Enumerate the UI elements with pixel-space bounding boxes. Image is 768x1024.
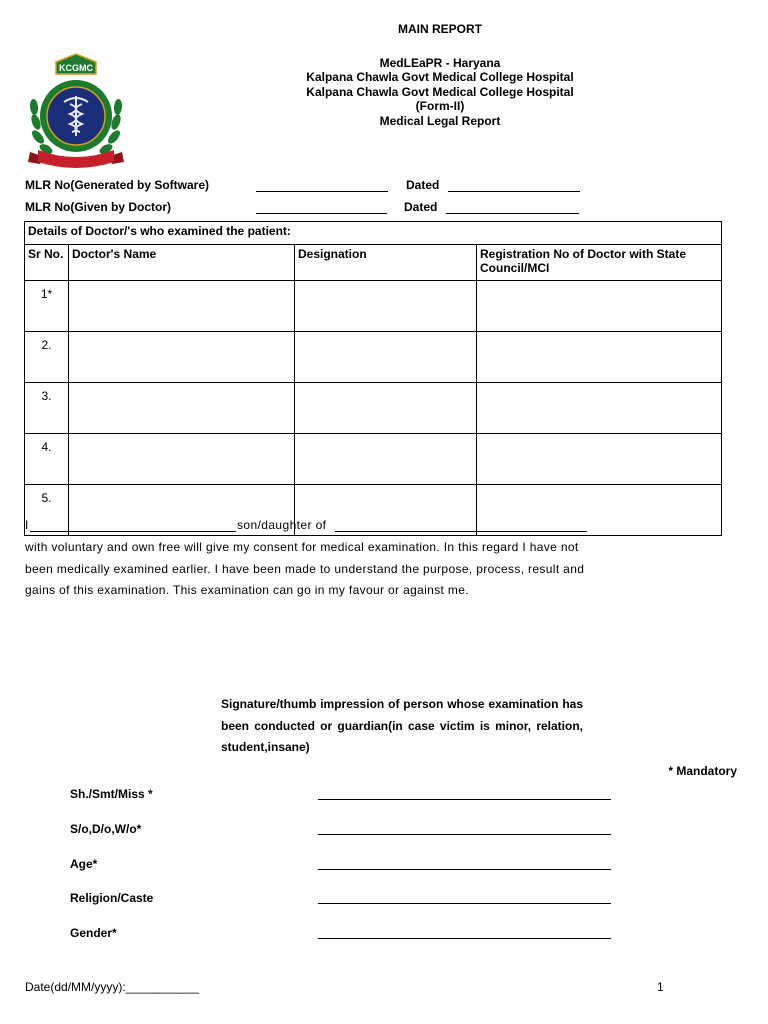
column-header-sr-no: Sr No. <box>25 245 69 281</box>
field-input-relation[interactable] <box>318 834 611 835</box>
mlr-generated-dated-label: Dated <box>406 178 440 192</box>
mlr-given-field[interactable] <box>256 200 387 214</box>
mandatory-note: * Mandatory <box>668 764 737 778</box>
consent-relation-label: son/daughter of <box>237 518 327 532</box>
table-row <box>25 332 722 383</box>
consent-name-field[interactable] <box>30 518 236 532</box>
row-sr-no: 2. <box>25 332 69 383</box>
registration-no-cell[interactable] <box>477 434 722 485</box>
column-header-designation: Designation <box>295 245 477 281</box>
mlr-generated-field[interactable] <box>256 178 388 192</box>
table-row <box>25 434 722 485</box>
row-sr-no: 1* <box>25 281 69 332</box>
logo-text: KCGMC <box>59 63 93 73</box>
designation-cell[interactable] <box>295 332 477 383</box>
designation-cell[interactable] <box>295 383 477 434</box>
table-row <box>25 281 722 332</box>
signature-instructions: Signature/thumb impression of person whose examination has been conducted or guardian(in case victim is minor, relation, student,insane) <box>221 697 583 755</box>
field-input-gender[interactable] <box>318 938 611 939</box>
consent-text: with voluntary and own free will give my consent for medical examination. In this regard I have not been medically examined earlier. I have been made to understand the purpose, process, result and gains of this examination. This examination can go in my favour or against me. <box>25 540 585 598</box>
registration-no-cell[interactable] <box>477 281 722 332</box>
table-row <box>25 383 722 434</box>
field-input-name[interactable] <box>318 799 611 800</box>
row-sr-no: 3. <box>25 383 69 434</box>
field-label-name: Sh./Smt/Miss * <box>70 787 153 801</box>
kcgmc-logo <box>26 52 126 174</box>
hospital-name-repeat: Kalpana Chawla Govt Medical College Hospital <box>306 84 574 99</box>
row-sr-no: 4. <box>25 434 69 485</box>
field-label-age: Age* <box>70 857 98 871</box>
mlr-given-date-field[interactable] <box>446 200 579 214</box>
doctor-name-cell[interactable] <box>69 281 295 332</box>
footer-date-label: Date(dd/MM/yyyy):___________ <box>25 980 200 994</box>
mlr-given-dated-label: Dated <box>404 200 438 214</box>
doctor-name-cell[interactable] <box>69 332 295 383</box>
mlr-generated-date-field[interactable] <box>448 178 580 192</box>
field-label-relation: S/o,D/o,W/o* <box>70 822 142 836</box>
mlr-given-label: MLR No(Given by Doctor) <box>25 200 171 214</box>
consent-i-label: I <box>25 518 29 532</box>
field-input-religion[interactable] <box>318 903 611 904</box>
registration-no-cell[interactable] <box>477 383 722 434</box>
form-number: (Form-II) <box>415 99 465 113</box>
report-header <box>250 22 630 128</box>
field-input-age[interactable] <box>318 869 611 870</box>
hospital-name: Kalpana Chawla Govt Medical College Hospital <box>306 70 574 84</box>
page-number: 1 <box>657 980 664 994</box>
row-sr-no: 5. <box>25 485 69 536</box>
report-type: MAIN REPORT <box>398 22 482 36</box>
doctors-table-caption: Details of Doctor/'s who examined the patient: <box>25 222 722 245</box>
column-header-doctor-name: Doctor's Name <box>69 245 295 281</box>
report-title: Medical Legal Report <box>379 113 501 128</box>
doctor-name-cell[interactable] <box>69 434 295 485</box>
logo-emblem <box>26 52 126 174</box>
registration-no-cell[interactable] <box>477 332 722 383</box>
designation-cell[interactable] <box>295 281 477 332</box>
doctors-table <box>24 221 722 536</box>
doctor-name-cell[interactable] <box>69 383 295 434</box>
consent-guardian-field[interactable] <box>335 518 587 532</box>
system-name: MedLEaPR - Haryana <box>379 55 501 70</box>
designation-cell[interactable] <box>295 434 477 485</box>
mlr-generated-label: MLR No(Generated by Software) <box>25 178 210 192</box>
column-header-registration-no: Registration No of Doctor with State Council/MCI <box>477 245 722 281</box>
field-label-religion: Religion/Caste <box>70 891 154 905</box>
field-label-gender: Gender* <box>70 926 117 940</box>
